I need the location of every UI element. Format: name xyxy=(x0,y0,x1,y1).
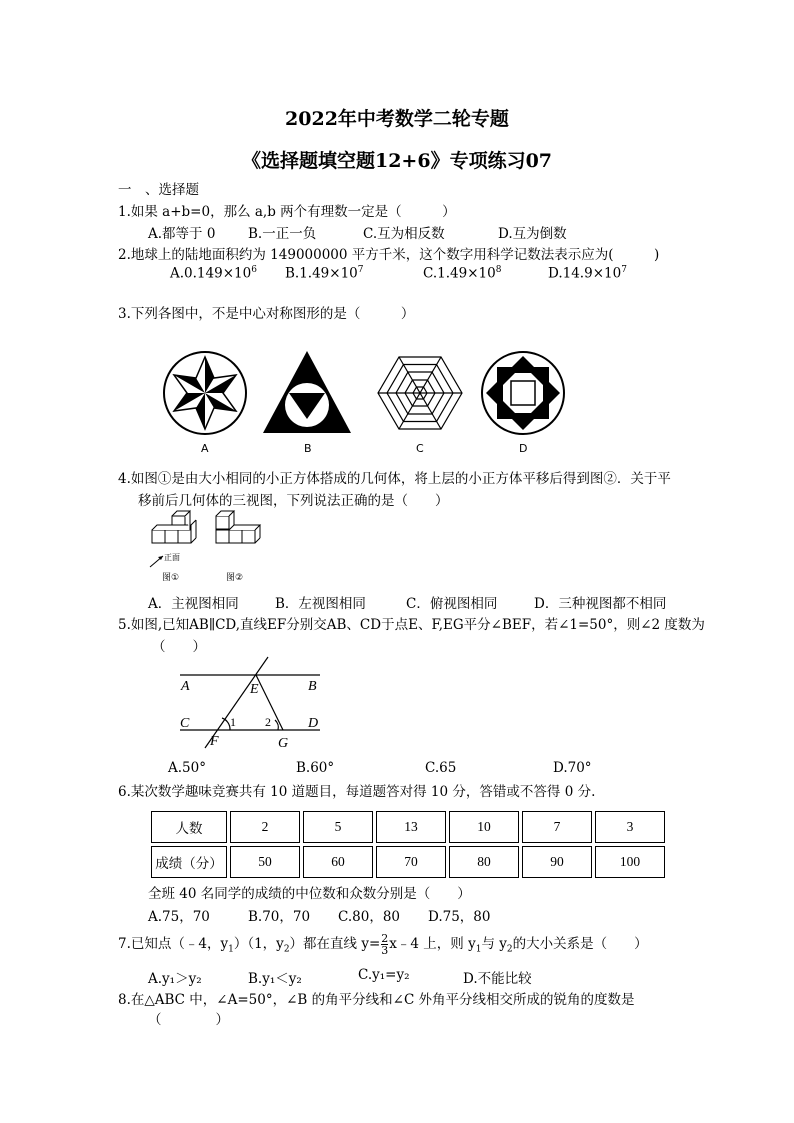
figure-a-label: A xyxy=(201,442,209,455)
table-cell: 90 xyxy=(522,846,592,878)
question-5-line1: 5.如图,已知AB∥CD,直线EF分别交AB、CD于点E、F,EG平分∠BEF，若∠1=50°，则∠2 度数为 xyxy=(118,617,705,633)
question-1: 1.如果 a+b=0，那么 a,b 两个有理数一定是（ ） xyxy=(118,204,456,220)
q4-option-a: A．主视图相同 xyxy=(148,596,239,612)
table-cell: 3 xyxy=(595,811,665,843)
q2-option-c: $C.1.49\times 10^8$ xyxy=(423,265,502,282)
table-cell: 60 xyxy=(303,846,373,878)
question-4-line1: 4.如图①是由大小相同的小正方体搭成的几何体，将上层的小正方体平移后得到图②．关于平 xyxy=(118,471,671,487)
table-cell: 70 xyxy=(376,846,446,878)
table-cell: 100 xyxy=(595,846,665,878)
question-8-line1: 8.在△ABC 中，∠A=50°，∠B 的角平分线和∠C 外角平分线相交所成的锐角的度数是 xyxy=(118,992,635,1008)
label-g: G xyxy=(278,736,289,751)
front-label: 正面 xyxy=(164,553,180,562)
question-2: 2.地球上的陆地面积约为 149000000 平方千米，这个数字用科学记数法表示应为( ) xyxy=(118,247,660,263)
q1-option-a: A.都等于 0 xyxy=(148,226,216,242)
q1-option-c: C.互为相反数 xyxy=(363,226,445,242)
table-cell: 5 xyxy=(303,811,373,843)
angle-2-label: 2 xyxy=(265,715,271,729)
table-cell: 80 xyxy=(449,846,519,878)
label-e: E xyxy=(250,682,259,697)
question-6: 6.某次数学趣味竞赛共有 10 道题目，每道题答对得 10 分，答错或不答得 0 分. xyxy=(118,784,596,800)
figure-c-label: C xyxy=(416,442,424,455)
table-cell: 13 xyxy=(376,811,446,843)
table-cell: 7 xyxy=(522,811,592,843)
table-header-score: 成绩（分） xyxy=(151,846,227,878)
q1-option-d: D.互为倒数 xyxy=(498,226,567,242)
label-b: B xyxy=(308,679,317,694)
table-row xyxy=(151,846,665,878)
q4-option-d: D．三种视图都不相同 xyxy=(534,596,667,612)
table-cell: 10 xyxy=(449,811,519,843)
q5-option-c: C.65 xyxy=(425,760,457,776)
question-3: 3.下列各图中，不是中心对称图形的是（ ） xyxy=(118,306,415,322)
label-a: A xyxy=(181,679,190,694)
table-cell: 2 xyxy=(230,811,300,843)
figure-1-label: 图① xyxy=(162,573,180,583)
q5-option-b: B.60° xyxy=(296,760,335,776)
q6-option-a: A.75，70 xyxy=(148,909,210,925)
question-6-prompt: 全班 40 名同学的成绩的中位数和众数分别是（ ） xyxy=(148,886,471,902)
q2-option-b: $B.1.49\times 10^7$ xyxy=(285,265,364,282)
doc-title: 2022年中考数学二轮专题 xyxy=(285,108,509,130)
doc-subtitle: 《选择题填空题12+6》专项练习07 xyxy=(241,150,553,172)
question-7: 7.已知点（﹣4，$y_1)(1$，$y_2$）都在直线 y= $\frac{2}{3}$ x﹣4 上，则 $y_1$与 $y_2$的大小关系是（ ） xyxy=(118,932,648,957)
figure-2-label: 图② xyxy=(226,573,244,583)
q4-option-b: B．左视图相同 xyxy=(275,596,366,612)
question-8-line2: （ ） xyxy=(148,1012,229,1028)
q7-option-d: D.不能比较 xyxy=(463,971,532,987)
q5-option-a: A.50° xyxy=(168,760,206,776)
table-cell: 50 xyxy=(230,846,300,878)
table-row xyxy=(151,811,665,843)
q7-option-b: B.y₁＜y₂ xyxy=(248,971,302,987)
angle-1-label: 1 xyxy=(230,715,236,729)
q7-option-c: C.y₁=y₂ xyxy=(358,967,410,983)
q6-option-c: C.80，80 xyxy=(338,909,400,925)
q4-option-c: C．俯视图相同 xyxy=(406,596,498,612)
table-header-count: 人数 xyxy=(151,811,227,843)
section-heading: 一 、选择题 xyxy=(118,182,199,198)
q6-option-b: B.70，70 xyxy=(248,909,311,925)
q2-option-a: $A.0.149\times 10^6$ xyxy=(170,265,257,282)
fraction: $\frac{2}{3}$ xyxy=(381,932,389,957)
figure-d-label: D xyxy=(519,442,528,455)
question-5-line2: （ ） xyxy=(152,639,206,655)
q1-option-b: B.一正一负 xyxy=(248,226,317,242)
q2-option-d: $D.14.9\times 10^7$ xyxy=(548,265,627,282)
label-f: F xyxy=(210,734,219,749)
question-4-line2: 移前后几何体的三视图，下列说法正确的是（ ） xyxy=(138,493,449,509)
label-d: D xyxy=(308,716,319,731)
score-table xyxy=(148,808,668,881)
q5-option-d: D.70° xyxy=(553,760,592,776)
q6-option-d: D.75，80 xyxy=(428,909,491,925)
label-c: C xyxy=(180,716,190,731)
q7-option-a: A.y₁＞y₂ xyxy=(148,971,202,987)
figure-b-label: B xyxy=(304,442,312,455)
